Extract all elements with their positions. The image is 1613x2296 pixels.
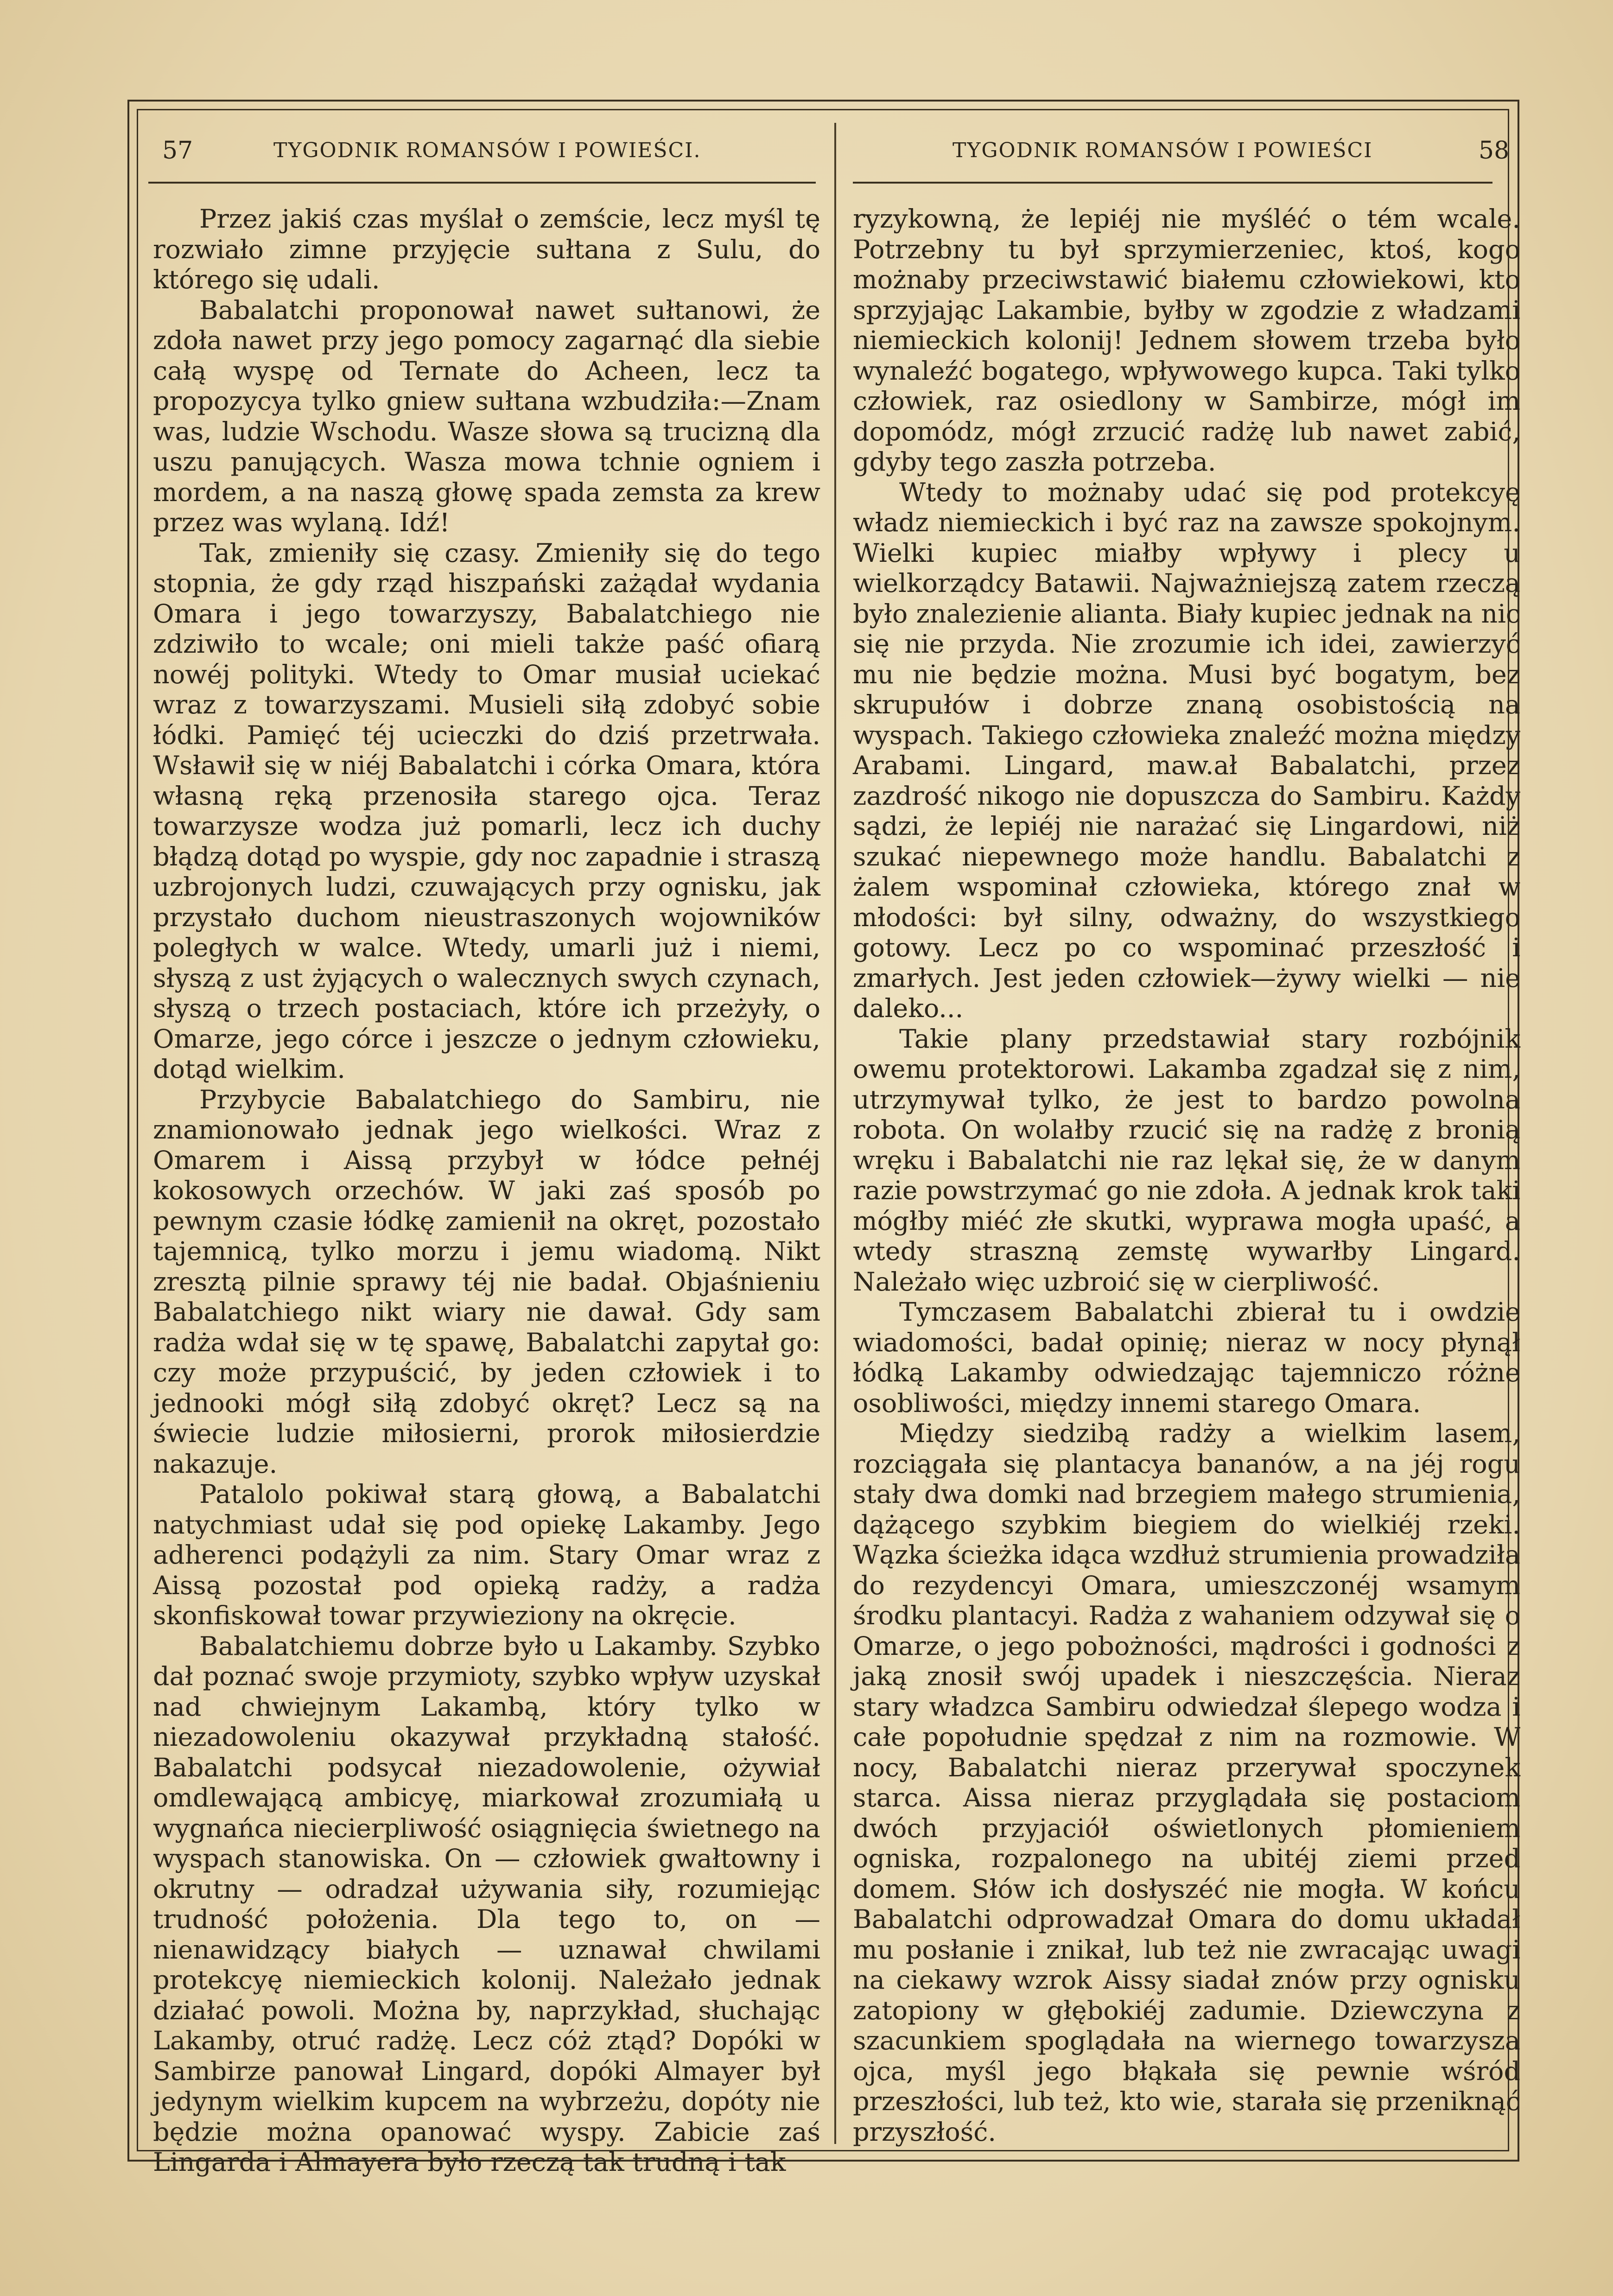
paragraph: Babalatchi proponował nawet sułtanowi, że zdoła nawet przy jego pomocy zagarnąć dla siebie całą wyspę od Ternate do Acheen, lecz ta propozycya tylko gniew sułtana wzbudziła:—Znam was, ludzie Wschodu. Wasze słowa są trucizną dla uszu panujących. Wasza mowa tchnie ogniem i mordem, a na naszą głowę spada zemsta za krew przez was wylaną. Idź! [153,295,820,538]
paragraph: Patalolo pokiwał starą głową, a Babalatchi natychmiast udał się pod opiekę Lakamby. Jego adherenci podążyli za nim. Stary Omar wraz z Aissą pozostał pod opieką radży, a radża skonfiskował towar przywieziony na okręcie. [153,1479,820,1631]
right-header-rule [853,182,1492,184]
paragraph: Tak, zmieniły się czasy. Zmieniły się do tego stopnia, że gdy rząd hiszpański zażądał wydania Omara i jego towarzyszy, Babalatchiego nie zdziwiło to wcale; oni mieli także paść ofiarą nowéj polityki. Wtedy to Omar musiał uciekać wraz z towarzyszami. Musieli siłą zdobyć sobie łódki. Pamięć téj ucieczki do dziś przetrwała. Wsławił się w niéj Babalatchi i córka Omara, która własną ręką przenosiła starego ojca. Teraz towarzysze wodza już pomarli, lecz ich duchy błądzą dotąd po wyspie, gdy noc zapadnie i straszą uzbrojonych ludzi, czuwających przy ognisku, jak przystało duchom nieustraszonych wojowników poległych w walce. Wtedy, umarli już i niemi, słyszą z ust żyjących o walecznych swych czynach, słyszą o trzech postaciach, które ich przeżyły, o Omarze, jego córce i jeszcze o jednym człowieku, dotąd wielkim. [153,538,820,1084]
paragraph: Między siedzibą radży a wielkim lasem, rozciągała się plantacya bananów, a na jéj rogu stały dwa domki nad brzegiem małego strumienia, dążącego szybkim biegiem do wielkiéj rzeki. Wązka ścieżka idąca wzdłuż strumienia prowadziła do rezydencyi Omara, umieszczonéj wsamym środku plantacyi. Radża z wahaniem odzywał się o Omarze, o jego pobożności, mądrości i godności z jaką znosił swój upadek i nieszczęścia. Nieraz stary władzca Sambiru odwiedzał ślepego wodza i całe popołudnie spędzał z nim na rozmowie. W nocy, Babalatchi nieraz przerywał spoczynek starca. Aissa nieraz przyglądała się postaciom dwóch przyjaciół oświetlonych płomieniem ogniska, rozpalonego na ubitéj ziemi przed domem. Słów ich dosłyszéć nie mogła. W końcu Babalatchi odprowadzał Omara do domu układał mu posłanie i znikał, lub też nie zwracając uwagi na ciekawy wzrok Aissy siadał znów przy ognisku zatopiony w głębokiéj zadumie. Dziewczyna z szacunkiem spoglądała na wiernego towarzysza ojca, myśl jego błąkała się pewnie wśród przeszłości, lub też, kto wie, starała się przeniknąć przyszłość. [853,1418,1520,2147]
paragraph: Wtedy to możnaby udać się pod protekcyę władz niemieckich i być raz na zawsze spokojnym. Wielki kupiec miałby wpływy i plecy u wielkorządcy Batawii. Najważniejszą zatem rzeczą było znalezienie alianta. Biały kupiec jednak na nic się nie przyda. Nie zrozumie ich idei, zawierzyć mu nie będzie można. Musi być bogatym, bez skrupułów i dobrze znaną osobistością na wyspach. Takiego człowieka znaleźć można między Arabami. Lingard, maw.ał Babalatchi, przez zazdrość nikogo nie dopuszcza do Sambiru. Każdy sądzi, że lepiéj nie narażać się Lingardowi, niż szukać niepewnego może handlu. Babalatchi z żalem wspominał człowieka, którego znał w młodości: był silny, odważny, do wszystkiego gotowy. Lecz po co wspominać przeszłość i zmarłych. Jest jeden człowiek—żywy wielki — nie daleko... [853,477,1520,1024]
paragraph: Przybycie Babalatchiego do Sambiru, nie znamionowało jednak jego wielkości. Wraz z Omarem i Aissą przybył w łódce pełnéj kokosowych orzechów. W jaki zaś sposób po pewnym czasie łódkę zamienił na okręt, pozostało tajemnicą, tylko morzu i jemu wiadomą. Nikt zresztą pilnie sprawy téj nie badał. Objaśnieniu Babalatchiego nikt wiary nie dawał. Gdy sam radża wdał się w tę spawę, Babalatchi zapytał go: czy może przypuścić, by jeden człowiek i to jednooki mógł siłą zdobyć okręt? Lecz są na świecie ludzie miłosierni, prorok miłosierdzie nakazuje. [153,1084,820,1479]
right-running-title: TYGODNIK ROMANSÓW I POWIEŚCI [953,139,1373,162]
right-text-column [853,204,1520,2147]
left-running-title: TYGODNIK ROMANSÓW I POWIEŚCI. [273,139,701,162]
paragraph: Babalatchiemu dobrze było u Lakamby. Szybko dał poznać swoje przymioty, szybko wpływ uzyskał nad chwiejnym Lakambą, który tylko w niezadowoleniu okazywał przykładną stałość. Babalatchi podsycał niezadowolenie, ożywiał omdlewającą ambicyę, miarkował zrozumiałą u wygnańca niecierpliwość osiągnięcia świetnego na wyspach stanowiska. On — człowiek gwałtowny i okrutny — odradzał używania siły, rozumiejąc trudność położenia. Dla tego to, on — nienawidzący białych — uznawał chwilami protekcyę niemieckich kolonij. Należało jednak działać powoli. Można by, naprzykład, słuchając Lakamby, otruć radżę. Lecz cóż ztąd? Dopóki w Sambirze panował Lingard, dopóki Almayer był jedynym wielkim kupcem na wybrzeżu, dopóty nie będzie można opanować wyspy. Zabicie zaś Lingarda i Almayera było rzeczą tak trudną i tak [153,1631,820,2177]
column-divider [834,123,836,2144]
left-page-number: 57 [162,137,193,165]
paragraph: Przez jakiś czas myślał o zemście, lecz myśl tę rozwiało zimne przyjęcie sułtana z Sulu, do którego się udali. [153,204,820,295]
left-text-column [153,204,820,2177]
paragraph-continued: ryzykowną, że lepiéj nie myśléć o tém wcale. Potrzebny tu był sprzymierzeniec, ktoś, kogo możnaby przeciwstawić białemu człowiekowi, kto sprzyjając Lakambie, byłby w zgodzie z władzami niemieckich kolonij! Jednem słowem trzeba było wynaleźć bogatego, wpływowego kupca. Taki tylko człowiek, raz osiedlony w Sambirze, mógł im dopomódz, mógł zrzucić radżę lub nawet zabić, gdyby tego zaszła potrzeba. [853,204,1520,477]
right-page-number: 58 [1479,137,1510,165]
left-header-rule [148,182,816,184]
paragraph: Takie plany przedstawiał stary rozbójnik owemu protektorowi. Lakamba zgadzał się z nim, utrzymywał tylko, że jest to bardzo powolna robota. On wolałby rzucić się na radżę z bronią wręku i Babalatchi nie raz lękał się, że w danym razie powstrzymać go nie zdoła. A jednak krok taki mógłby miéć złe skutki, wyprawa mogła upaść, a wtedy straszną zemstę wywarłby Lingard. Należało więc uzbroić się w cierpliwość. [853,1024,1520,1297]
paragraph: Tymczasem Babalatchi zbierał tu i owdzie wiadomości, badał opinię; nieraz w nocy płynął łódką Lakamby odwiedzając tajemniczo różne osobliwości, między innemi starego Omara. [853,1297,1520,1418]
